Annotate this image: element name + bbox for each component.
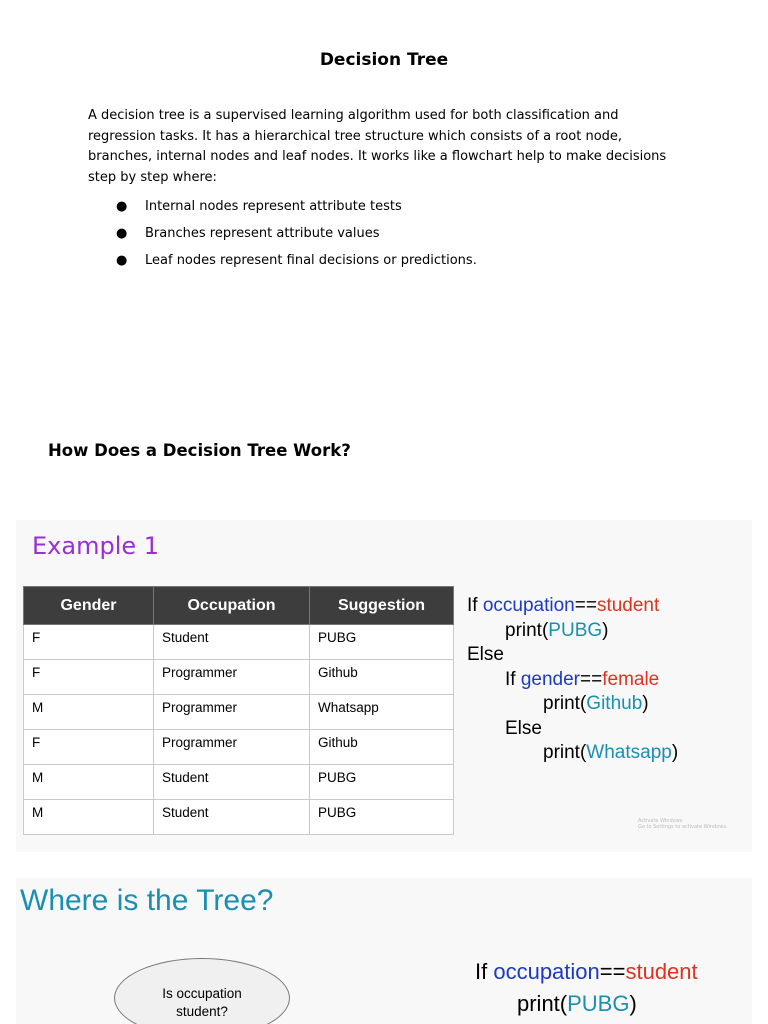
tree-slide-title: Where is the Tree?	[20, 884, 274, 917]
table-cell: PUBG	[310, 800, 454, 835]
column-header: Suggestion	[310, 587, 454, 625]
table-cell: PUBG	[310, 765, 454, 800]
table-cell: Student	[154, 625, 310, 660]
table-cell: F	[24, 730, 154, 765]
example-slide-image	[16, 520, 752, 852]
activation-watermark: Activate Windows Go to Settings to activate Windows.	[638, 818, 728, 830]
table-cell: M	[24, 695, 154, 730]
bullet-icon: ●	[116, 253, 128, 268]
table-cell: Student	[154, 800, 310, 835]
table-row	[24, 730, 454, 765]
table-cell: Programmer	[154, 660, 310, 695]
table-cell: Programmer	[154, 730, 310, 765]
code-line: print(Github)	[543, 693, 649, 714]
table-cell: F	[24, 660, 154, 695]
bullet-icon: ●	[116, 226, 128, 241]
code-line: print(PUBG)	[505, 619, 609, 641]
code-line: Else	[505, 717, 542, 739]
table-cell: Github	[310, 730, 454, 765]
table-cell: M	[24, 765, 154, 800]
table-cell: Student	[154, 765, 310, 800]
table-cell: F	[24, 625, 154, 660]
table-row	[24, 660, 454, 695]
example-title: Example 1	[32, 532, 160, 560]
data-table	[23, 586, 454, 835]
column-header: Gender	[24, 587, 154, 625]
root-node: Is occupation student?	[114, 958, 290, 1024]
code-line: If occupation==student	[475, 959, 698, 984]
code-line: Else	[467, 644, 504, 665]
table-row	[24, 765, 454, 800]
intro-paragraph: A decision tree is a supervised learning algorithm used for both classification and regression tasks. It has a hierarchical tree structure which consists of a root node, branches, internal nodes and leaf nodes. It works like a flowchart help to make decisions step by step where:	[88, 108, 667, 186]
table-cell: Programmer	[154, 695, 310, 730]
table-cell: Whatsapp	[310, 695, 454, 730]
code-line: print(PUBG)	[517, 991, 637, 1016]
code-line: If gender==female	[505, 668, 660, 690]
table-row	[24, 800, 454, 835]
table-row	[24, 695, 454, 730]
column-header: Occupation	[154, 587, 310, 625]
pseudocode-block	[475, 956, 698, 1020]
bullet-icon: ●	[116, 199, 128, 214]
bullet-list	[116, 198, 477, 279]
table-cell: PUBG	[310, 625, 454, 660]
list-item: ● Branches represent attribute values	[116, 225, 477, 252]
list-item: ● Leaf nodes represent final decisions or predictions.	[116, 252, 477, 279]
page-title: Decision Tree	[319, 50, 449, 70]
table-row	[24, 625, 454, 660]
code-line: If occupation==student	[467, 595, 660, 616]
table-header-row	[24, 587, 454, 625]
table-cell: Github	[310, 660, 454, 695]
table-cell: M	[24, 800, 154, 835]
code-line: print(Whatsapp)	[543, 742, 679, 763]
pseudocode-block	[467, 594, 678, 766]
section-heading: How Does a Decision Tree Work?	[48, 441, 351, 460]
tree-slide-image	[16, 878, 752, 1024]
list-item: ● Internal nodes represent attribute tests	[116, 198, 477, 225]
